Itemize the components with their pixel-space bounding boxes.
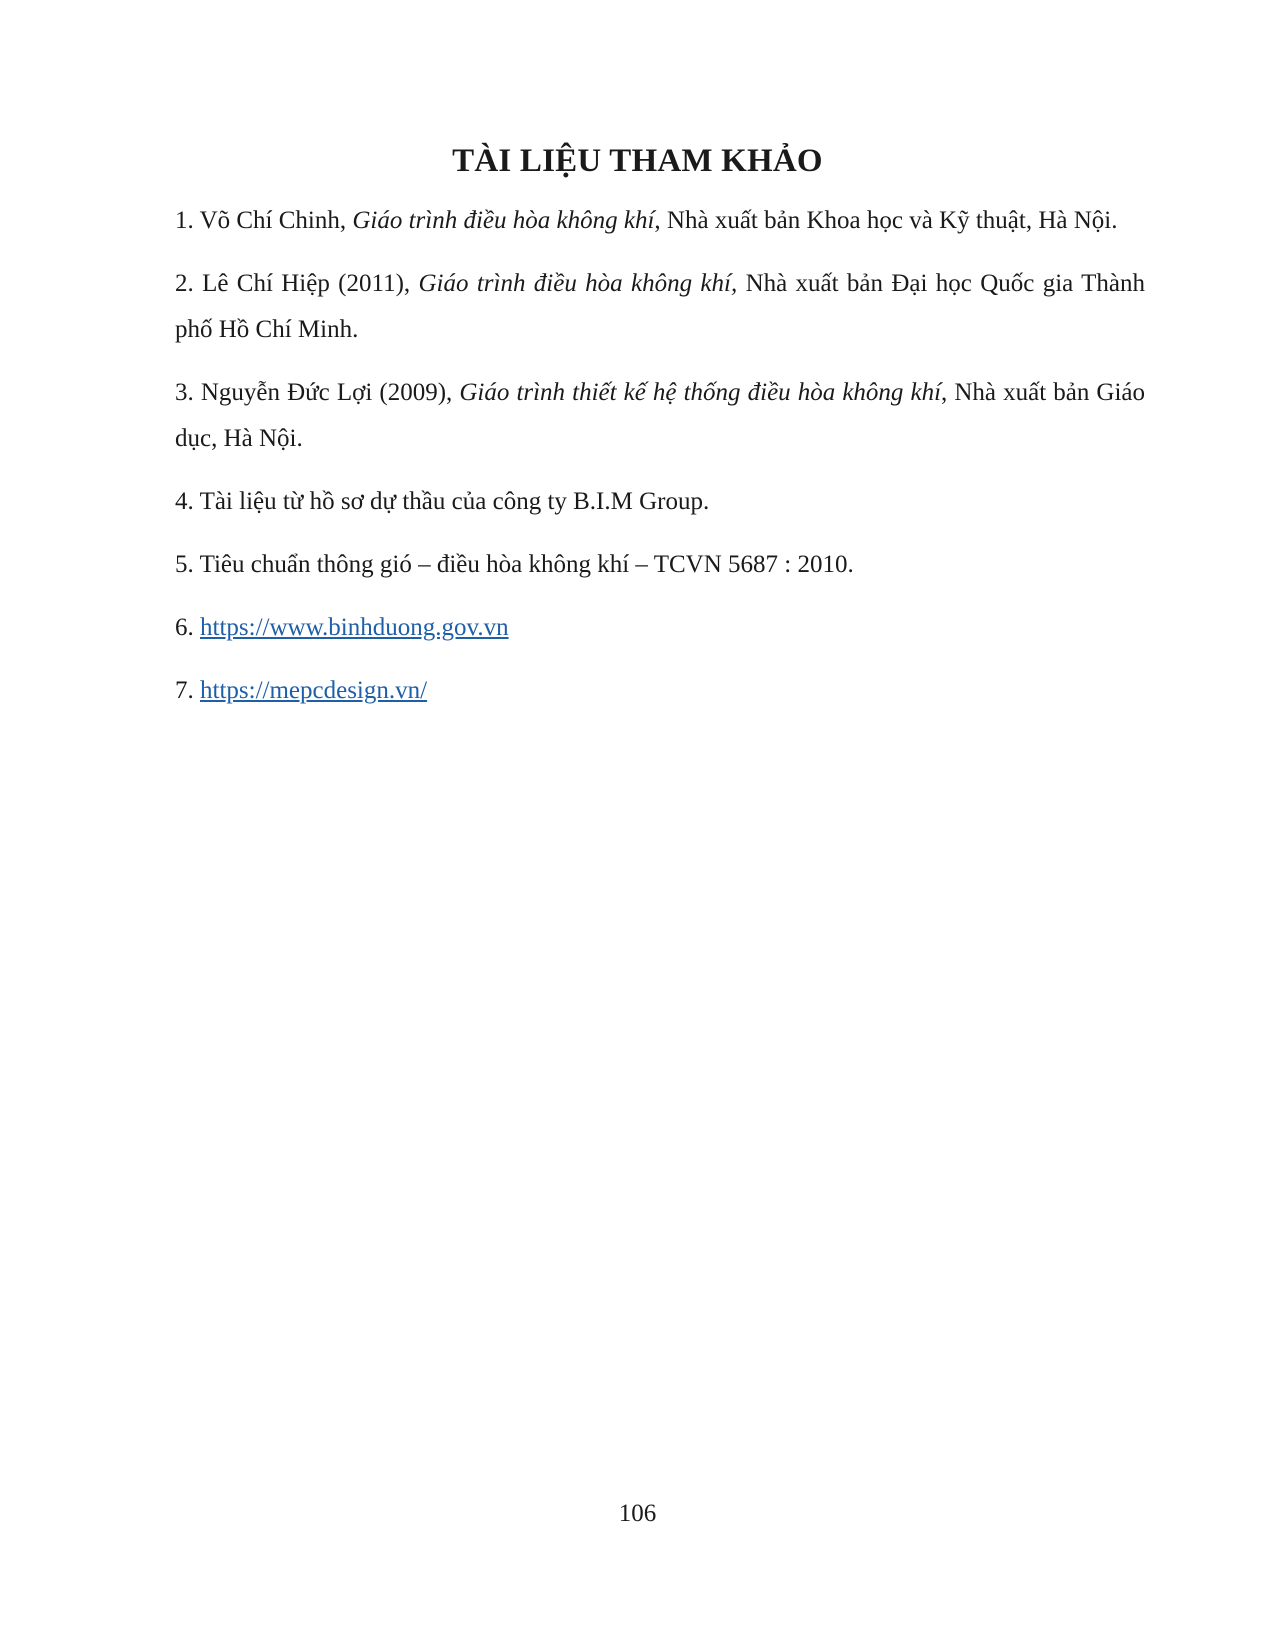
reference-publisher: , Nhà xuất bản Giáo dục, Hà Nội. [175,379,1146,452]
reference-item-3 [175,370,1145,462]
reference-authors: Nguyễn Đức Lợi (2009), [200,379,460,406]
reference-text: Tiêu chuẩn thông gió – điều hòa không khí – TCVN 5687 : 2010. [199,551,854,578]
reference-item-6 [175,605,1145,651]
reference-authors: Lê Chí Hiệp (2011), [202,270,419,297]
page-number: 106 [618,1500,657,1527]
reference-publisher: Nhà xuất bản Đại học Quốc gia Thành phố Hồ Chí Minh. [175,270,1146,343]
reference-item-5 [175,542,1145,588]
reference-number: 3. [175,379,194,406]
reference-title: Giáo trình điều hòa không khí, [418,270,738,297]
reference-number: 4. [175,488,194,515]
reference-title: Giáo trình điều hòa không khí [352,207,655,234]
reference-text: Tài liệu từ hồ sơ dự thầu của công ty B.I.M Group. [199,488,710,515]
reference-number: 2. [175,270,194,297]
reference-number: 6. [175,614,194,641]
reference-list [175,198,1145,731]
reference-item-1 [175,198,1145,244]
reference-item-4 [175,479,1145,525]
reference-number: 5. [175,551,194,578]
reference-link[interactable]: https://mepcdesign.vn/ [200,677,428,704]
reference-publisher: , Nhà xuất bản Khoa học và Kỹ thuật, Hà Nội. [654,207,1118,234]
page-title: TÀI LIỆU THAM KHẢO [452,143,823,179]
reference-number: 7. [175,677,194,704]
reference-link[interactable]: https://www.binhduong.gov.vn [200,614,509,641]
reference-number: 1. [175,207,194,234]
reference-item-7 [175,668,1145,714]
reference-authors: Võ Chí Chinh, [199,207,353,234]
reference-item-2 [175,261,1145,353]
reference-title: Giáo trình thiết kế hệ thống điều hòa không khí [459,379,942,406]
